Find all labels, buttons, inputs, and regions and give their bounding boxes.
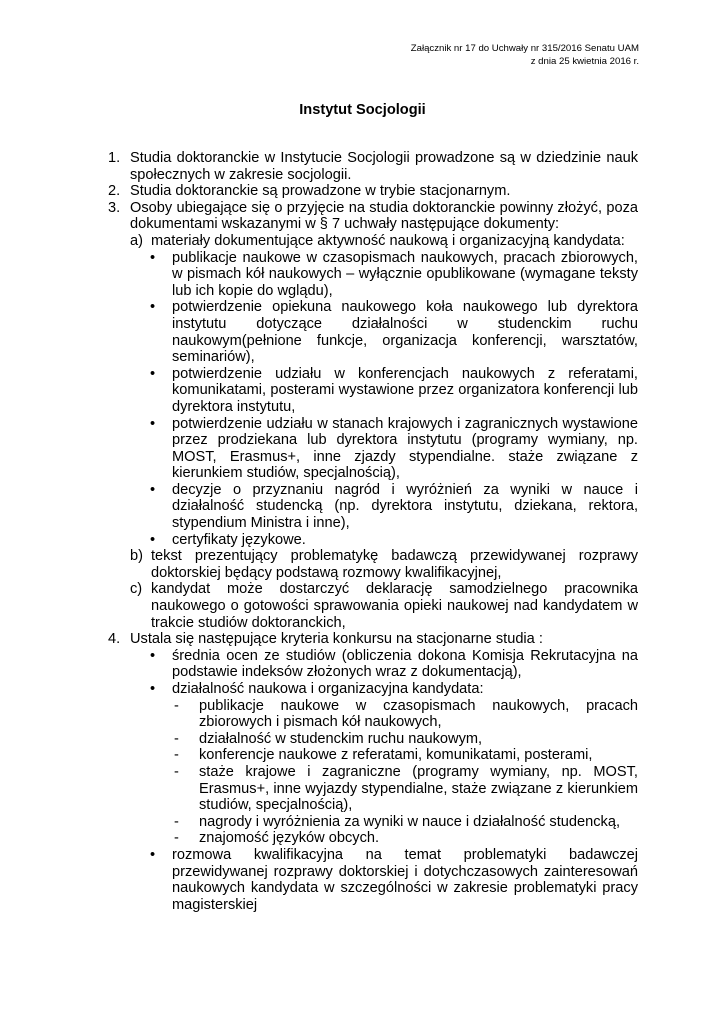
dash-icon: - bbox=[174, 730, 179, 747]
attachment-note bbox=[411, 42, 639, 68]
dash-text: działalność w studenckim ruchu naukowym, bbox=[199, 730, 483, 747]
dash-item bbox=[108, 830, 638, 847]
sub-item-c bbox=[108, 581, 638, 631]
list-item-text: Studia doktoranckie w Instytucie Socjologii prowadzone są w dziedzinie nauk społecznych w zakresie socjologii. bbox=[130, 150, 638, 183]
bullet-icon: • bbox=[150, 681, 156, 697]
dash-icon: - bbox=[174, 763, 179, 780]
dash-item bbox=[108, 764, 638, 814]
dash-item bbox=[108, 698, 638, 731]
bullet-item bbox=[108, 681, 638, 698]
bullet-text: certyfikaty językowe. bbox=[172, 531, 306, 548]
sub-item-text: tekst prezentujący problematykę badawczą przewidywanej rozprawy doktorskiej będący podstawą rozmowy kwalifikacyjnej, bbox=[151, 548, 638, 581]
bullet-text: potwierdzenie udziału w konferencjach naukowych z referatami, komunikatami, posterami wystawione przez organizatora konferencji lub dyrektora instytutu, bbox=[172, 365, 638, 415]
bullet-item bbox=[108, 648, 638, 681]
sub-item-text: kandydat może dostarczyć deklarację samodzielnego pracownika naukowego o gotowości sprawowania opieki naukowej nad kandydatem w trakcie studiów doktoranckich, bbox=[151, 581, 638, 631]
list-item-3 bbox=[108, 200, 638, 233]
dash-item bbox=[108, 814, 638, 831]
bullet-item bbox=[108, 299, 638, 365]
bullet-item bbox=[108, 416, 638, 482]
list-item-4 bbox=[108, 631, 638, 648]
bullet-item bbox=[108, 366, 638, 416]
bullet-icon: • bbox=[150, 846, 156, 863]
bullet-icon: • bbox=[150, 249, 156, 266]
bullet-icon: • bbox=[150, 531, 156, 548]
page-title: Instytut Socjologii bbox=[299, 102, 426, 118]
bullet-item bbox=[108, 250, 638, 300]
dash-item bbox=[108, 731, 638, 748]
dash-icon: - bbox=[174, 830, 179, 847]
dash-text: publikacje naukowe w czasopismach naukowych, pracach zbiorowych i pismach kół naukowych, bbox=[199, 697, 638, 731]
list-number: 2. bbox=[108, 183, 121, 200]
dash-text: staże krajowe i zagraniczne (programy wymiany, np. MOST, Erasmus+, inne wyjazdy stypendialne, staże związane z kierunkiem studiów, specjalnością), bbox=[199, 763, 638, 814]
bullet-icon: • bbox=[150, 647, 156, 664]
dash-text: nagrody i wyróżnienia za wyniki w nauce i działalność studencką, bbox=[199, 813, 621, 830]
bullet-text: publikacje naukowe w czasopismach naukowych, pracach zbiorowych, w pismach kół naukowych – wyłącznie opublikowane (wymagane teksty lub ich kopie do wglądu), bbox=[172, 249, 638, 299]
bullet-item bbox=[108, 482, 638, 532]
list-number: 4. bbox=[108, 631, 121, 648]
dash-item bbox=[108, 747, 638, 764]
bullet-text: średnia ocen ze studiów (obliczenia dokona Komisja Rekrutacyjna na podstawie indeksów złożonych wraz z dokumentacją), bbox=[172, 647, 638, 681]
list-item-2 bbox=[108, 183, 638, 200]
list-number: 3. bbox=[108, 199, 121, 216]
sub-item-label: a) bbox=[130, 232, 143, 249]
bullet-text: rozmowa kwalifikacyjna na temat problematyki badawczej przewidywanej rozprawy doktorskiej i dotychczasowych zainteresowań naukowych kandydata w szczególności w zakresie problematyki pracy magisterskiej bbox=[172, 846, 638, 913]
list-item-text: Ustala się następujące kryteria konkursu na stacjonarne studia : bbox=[130, 631, 543, 648]
attachment-note-line-2: z dnia 25 kwietnia 2016 r. bbox=[530, 56, 639, 67]
bullet-icon: • bbox=[150, 415, 156, 432]
bullet-text: decyzje o przyznaniu nagród i wyróżnień za wyniki w nauce i działalność studencką (np. dyrektora instytutu, dziekana, rektora, stypendium Ministra i inne), bbox=[172, 481, 638, 532]
list-item-text: Osoby ubiegające się o przyjęcie na studia doktoranckie powinny złożyć, poza dokumentami wskazanymi w § 7 uchwały następujące dokumenty: bbox=[130, 199, 638, 233]
sub-item-text: materiały dokumentujące aktywność naukową i organizacyjną kandydata: bbox=[151, 232, 625, 249]
list-item-text: Studia doktoranckie są prowadzone w trybie stacjonarnym. bbox=[130, 183, 511, 200]
bullet-icon: • bbox=[150, 365, 156, 382]
list-number: 1. bbox=[108, 150, 121, 166]
dash-icon: - bbox=[174, 813, 179, 830]
dash-text: znajomość języków obcych. bbox=[199, 830, 380, 847]
dash-text: konferencje naukowe z referatami, komunikatami, posterami, bbox=[199, 747, 593, 764]
bullet-item bbox=[108, 847, 638, 913]
attachment-note-line-1: Załącznik nr 17 do Uchwały nr 315/2016 Senatu UAM bbox=[410, 43, 639, 54]
bullet-text: potwierdzenie opiekuna naukowego koła naukowego lub dyrektora instytutu dotyczące działalności w studenckim ruchu naukowym(pełnione funkcje, organizacja konferencji, warsztatów, seminariów), bbox=[172, 299, 638, 366]
sub-item-a bbox=[108, 233, 638, 250]
list-item-1 bbox=[108, 150, 638, 183]
bullet-icon: • bbox=[150, 299, 156, 316]
sub-item-label: c) bbox=[130, 581, 143, 598]
bullet-item bbox=[108, 532, 638, 549]
sub-item-b bbox=[108, 548, 638, 581]
bullet-text: działalność naukowa i organizacyjna kandydata: bbox=[172, 681, 484, 697]
document-body bbox=[108, 150, 638, 913]
bullet-icon: • bbox=[150, 481, 156, 498]
sub-item-label: b) bbox=[130, 548, 143, 565]
dash-icon: - bbox=[174, 747, 179, 764]
dash-icon: - bbox=[174, 697, 179, 714]
bullet-text: potwierdzenie udziału w stanach krajowych i zagranicznych wystawione przez prodziekana lub dyrektora instytutu (programy wymiany, np. MOST, Erasmus+, inne zjazdy stypendialne. staże związane z kierunkiem studiów, specjalnością), bbox=[172, 415, 638, 482]
